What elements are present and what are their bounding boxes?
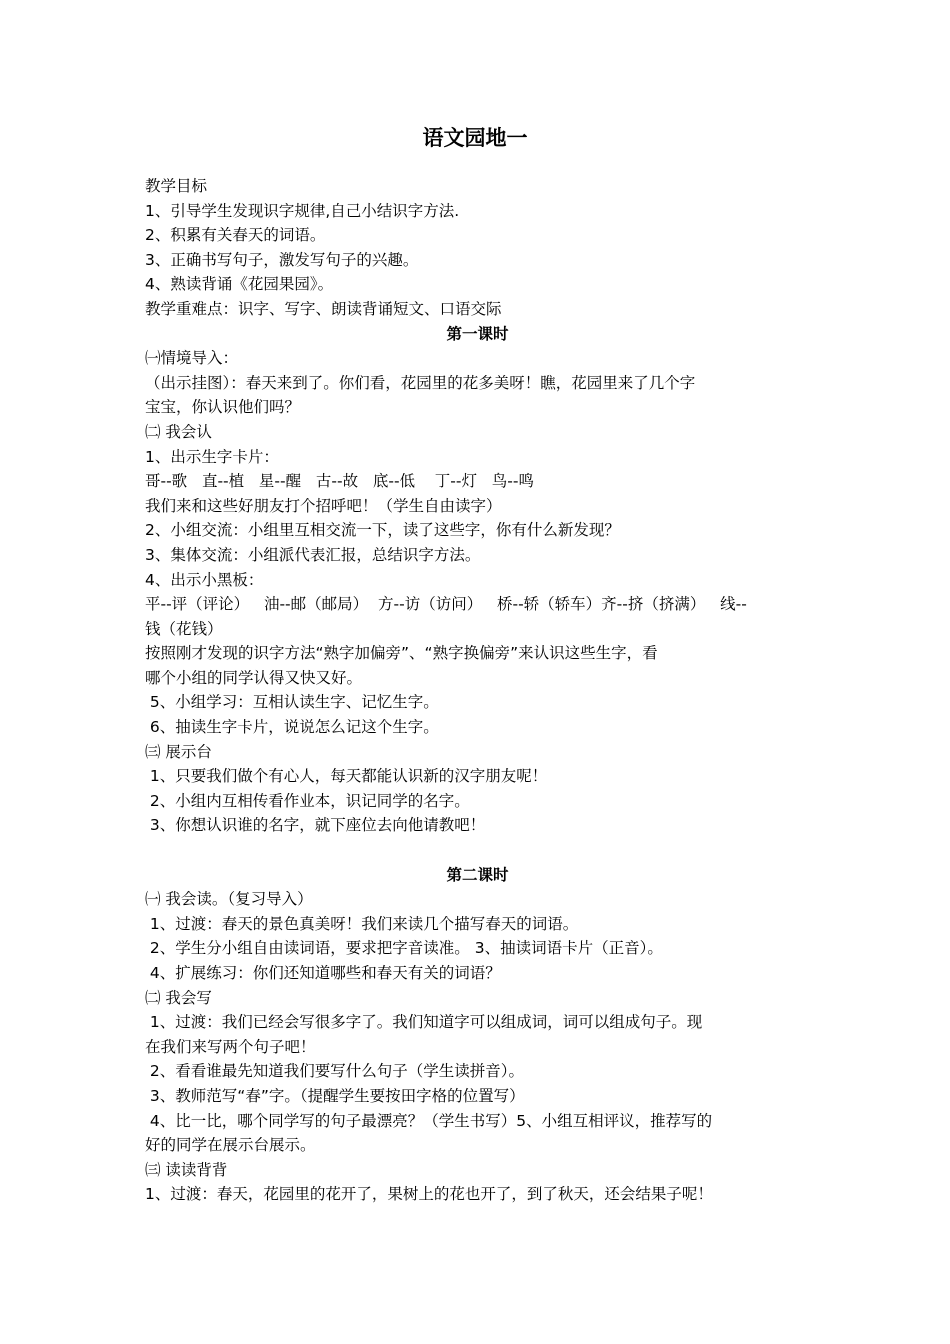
paragraph-line: 3、你想认识谁的名字，就下座位去向他请教吧！ — [145, 816, 486, 835]
paragraph-line: 1、过渡：我们已经会写很多字了。我们知道字可以组成词，词可以组成句子。现 — [145, 1013, 703, 1032]
key-points-line: 教学重难点：识字、写字、朗读背诵短文、口语交际 — [145, 299, 502, 318]
paragraph-line: 在我们来写两个句子吧！ — [145, 1037, 316, 1056]
paragraph-line: 5、小组学习：互相认读生字、记忆生字。 — [145, 693, 439, 712]
paragraph-line: 好的同学在展示台展示。 — [145, 1136, 316, 1155]
character-pairs-line: 哥--歌 直--植 星--醒 古--故 底--低 丁--灯 鸟--鸣 — [145, 472, 534, 491]
paragraph-line: ㈠情境导入： — [145, 349, 239, 368]
section-heading-objectives: 教学目标 — [145, 177, 208, 195]
document-body — [145, 174, 810, 1207]
paragraph-line: 6、抽读生字卡片，说说怎么记这个生字。 — [145, 718, 439, 737]
paragraph-line: 按照刚才发现的识字方法“熟字加偏旁”、“熟字换偏旁”来认识这些生字，看 — [145, 644, 658, 663]
lesson-heading-first: 第一课时 — [446, 324, 509, 343]
paragraph-line: 1、出示生字卡片： — [145, 447, 279, 466]
paragraph-line: 1、过渡：春天，花园里的花开了，果树上的花也开了，到了秋天，还会结果子呢！ — [145, 1185, 713, 1204]
paragraph-line: 2、看看谁最先知道我们要写什么句子（学生读拼音）。 — [145, 1062, 525, 1081]
paragraph-line: 2、学生分小组自由读词语，要求把字音读准。 3、抽读词语卡片（正音）。 — [145, 939, 663, 958]
paragraph-line: 4、比一比，哪个同学写的句子最漂亮？（学生书写）5、小组互相评议，推荐写的 — [145, 1111, 713, 1130]
paragraph-line: 钱（花钱） — [145, 619, 223, 638]
paragraph-line: 3、教师范写“春”字。（提醒学生要按田字格的位置写） — [145, 1086, 525, 1105]
paragraph-line: 1、过渡：春天的景色真美呀！我们来读几个描写春天的词语。 — [145, 914, 579, 933]
paragraph-line: 4、出示小黑板： — [145, 570, 264, 589]
paragraph-line: ㈢ 展示台 — [145, 742, 212, 761]
lesson-heading-second: 第二课时 — [446, 865, 509, 884]
objective-item: 3、正确书写句子，激发写句子的兴趣。 — [145, 250, 419, 269]
objective-item: 1、引导学生发现识字规律,自己小结识字方法. — [145, 201, 460, 220]
paragraph-line: 2、小组内互相传看作业本，识记同学的名字。 — [145, 791, 470, 810]
paragraph-line: ㈢ 读读背背 — [145, 1160, 228, 1179]
paragraph-line: 2、小组交流：小组里互相交流一下，读了这些字，你有什么新发现？ — [145, 521, 620, 540]
paragraph-line: 3、集体交流：小组派代表汇报，总结识字方法。 — [145, 545, 481, 564]
blank-line — [145, 838, 810, 863]
objective-item: 4、熟读背诵《花园果园》。 — [145, 275, 334, 294]
paragraph-line: 宝宝，你认识他们吗？ — [145, 398, 301, 417]
paragraph-line: ㈡ 我会认 — [145, 422, 212, 441]
paragraph-line: 哪个小组的同学认得又快又好。 — [145, 668, 363, 687]
paragraph-line: ㈡ 我会写 — [145, 988, 212, 1007]
objective-item: 2、积累有关春天的词语。 — [145, 226, 326, 245]
paragraph-line: ㈠ 我会读。（复习导入） — [145, 890, 313, 909]
character-pairs-line: 平--评（评论） 油--邮（邮局） 方--访（访问） 桥--轿（轿车）齐--挤（挤满） 线-- — [145, 595, 747, 614]
document-title: 语文园地一 — [422, 126, 528, 150]
paragraph-line: 4、扩展练习：你们还知道哪些和春天有关的词语？ — [145, 964, 501, 982]
paragraph-line: （出示挂图）：春天来到了。你们看，花园里的花多美呀！瞧，花园里来了几个字 — [145, 373, 696, 392]
paragraph-line: 我们来和这些好朋友打个招呼吧！（学生自由读字） — [145, 496, 502, 515]
paragraph-line: 1、只要我们做个有心人，每天都能认识新的汉字朋友呢！ — [145, 767, 548, 786]
